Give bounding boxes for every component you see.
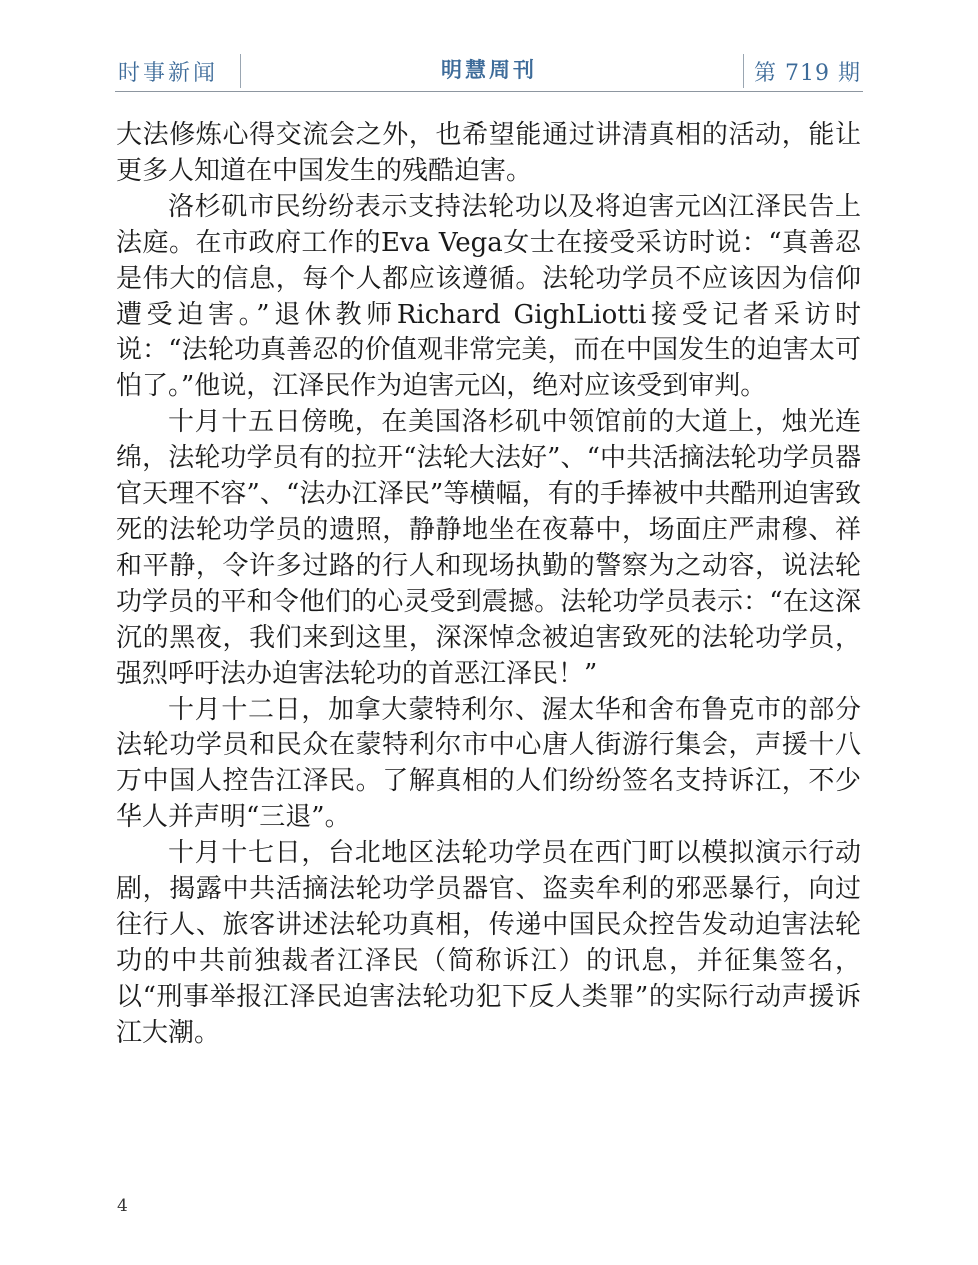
paragraph: 十月十五日傍晚，在美国洛杉矶中领馆前的大道上，烛光连绵，法轮功学员有的拉开“法轮大法好”、“中共活摘法轮功学员器官天理不容”、“法办江泽民”等横幅，有的手捧被中共酷刑迫害致死的法轮功学员的遗照，静静地坐在夜幕中，场面庄严肃穆、祥和平静，令许多过路的行人和现场执勤的警察为之动容，说法轮功学员的平和令他们的心灵受到震撼。法轮功学员表示：“在这深沉的黑夜，我们来到这里，深深悼念被迫害致死的法轮功学员，强烈呼吁法办迫害法轮功的首恶江泽民！” [116,407,861,689]
page-number: 4 [117,1196,128,1216]
page-header [115,48,863,94]
article-body [116,118,861,1052]
header-divider-right [743,54,744,88]
issue-number: 第 719 期 [754,61,861,86]
paragraph: 十月十二日，加拿大蒙特利尔、渥太华和舍布鲁克市的部分法轮功学员和民众在蒙特利尔市中心唐人街游行集会，声援十八万中国人控告江泽民。了解真相的人们纷纷签名支持诉江，不少华人并声明“三退”。 [116,694,861,833]
paragraph: 洛杉矶市民纷纷表示支持法轮功以及将迫害元凶江泽民告上法庭。在市政府工作的Eva Vega女士在接受采访时说：“真善忍是伟大的信息，每个人都应该遵循。法轮功学员不应该因为信仰遭受迫害。”退休教师Richard GighLiotti接受记者采访时说：“法轮功真善忍的价值观非常完美，而在中国发生的迫害太可怕了。”他说，江泽民作为迫害元凶，绝对应该受到审判。 [116,191,861,402]
publication-title: 明慧周刊 [441,58,537,82]
paragraph: 十月十七日，台北地区法轮功学员在西门町以模拟演示行动剧，揭露中共活摘法轮功学员器官、盗卖牟利的邪恶暴行，向过往行人、旅客讲述法轮功真相，传递中国民众控告发动迫害法轮功的中共前独裁者江泽民（简称诉江）的讯息，并征集签名，以“刑事举报江泽民迫害法轮功犯下反人类罪”的实际行动声援诉江大潮。 [116,838,861,1048]
header-rule [115,91,863,92]
section-label: 时事新闻 [118,61,219,86]
paragraph-continued: 大法修炼心得交流会之外，也希望能通过讲清真相的活动，能让更多人知道在中国发生的残酷迫害。 [116,120,861,186]
